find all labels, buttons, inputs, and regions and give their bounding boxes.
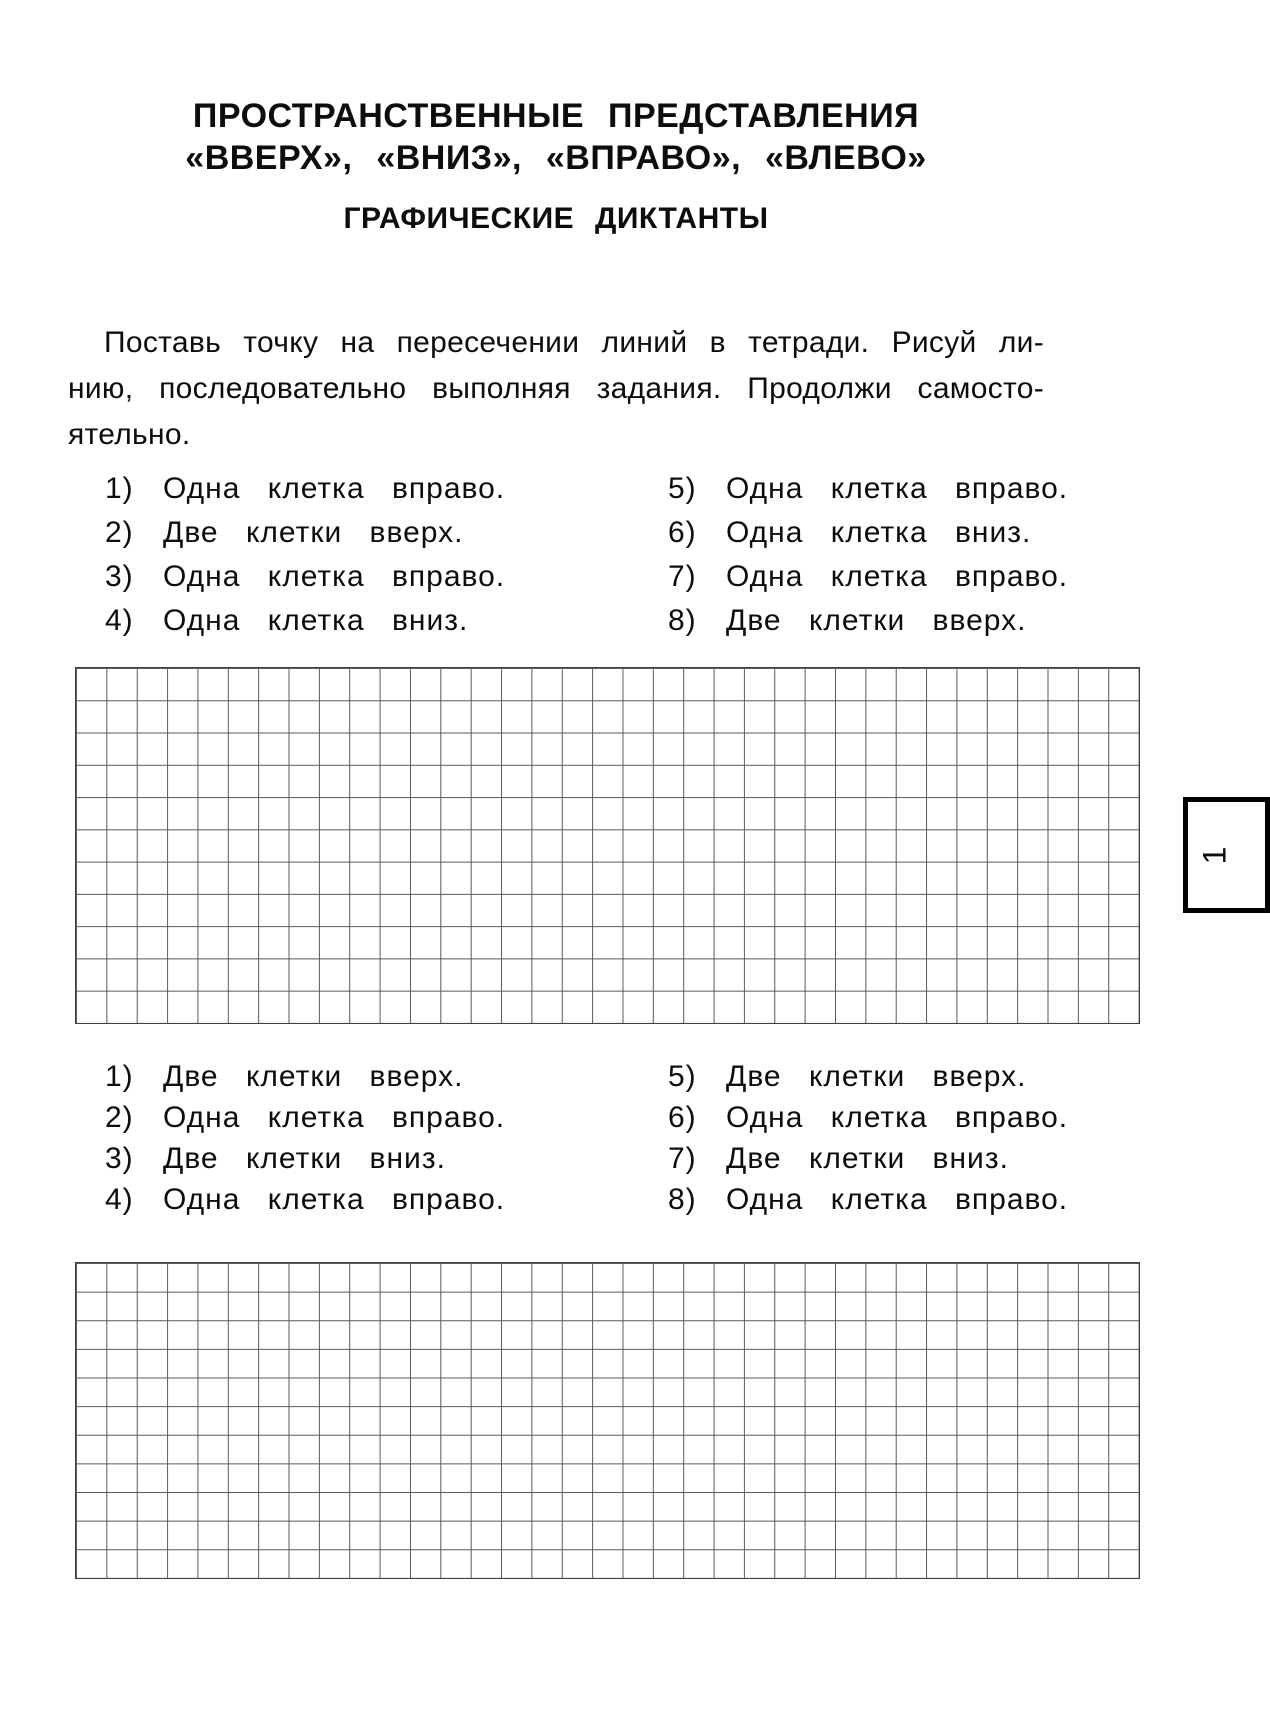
item-text: Одна клетка вниз. xyxy=(163,604,469,637)
page-number: 1 xyxy=(1195,846,1232,864)
item-text: Одна клетка вправо. xyxy=(163,1183,506,1216)
item-number: 6) xyxy=(668,516,697,549)
intro-line-1: Поставь точку на пересечении линий в тетради. Рисуй ли- xyxy=(104,326,1044,359)
graph-paper-grid-1 xyxy=(75,667,1140,1024)
task-item xyxy=(668,1142,1068,1183)
task-item xyxy=(668,560,1068,604)
item-number: 8) xyxy=(668,1183,697,1216)
task-item xyxy=(668,1060,1068,1101)
item-number: 7) xyxy=(668,1142,697,1175)
task-item xyxy=(668,516,1068,560)
task-item xyxy=(105,1142,668,1183)
item-text: Одна клетка вправо. xyxy=(726,560,1069,593)
item-number: 2) xyxy=(105,516,134,549)
item-text: Две клетки вниз. xyxy=(163,1142,446,1175)
intro-line-3: ятельно. xyxy=(68,418,191,451)
task-item xyxy=(105,1101,668,1142)
intro-line-2: нию, последовательно выполняя задания. Продолжи самосто- xyxy=(68,372,1044,405)
page-number-box xyxy=(1183,797,1270,913)
item-text: Две клетки вверх. xyxy=(163,1060,464,1093)
page-title-line1: ПРОСТРАНСТВЕННЫЕ ПРЕДСТАВЛЕНИЯ xyxy=(192,97,920,135)
task-column xyxy=(105,1060,668,1224)
item-text: Одна клетка вправо. xyxy=(163,1101,506,1134)
item-number: 2) xyxy=(105,1101,134,1134)
item-text: Две клетки вверх. xyxy=(163,516,464,549)
item-text: Одна клетка вправо. xyxy=(726,1101,1069,1134)
item-number: 3) xyxy=(105,560,134,593)
task-item xyxy=(668,1101,1068,1142)
task-list-1 xyxy=(105,472,1068,648)
item-number: 6) xyxy=(668,1101,697,1134)
page-title-line2: «ВВЕРХ», «ВНИЗ», «ВПРАВО», «ВЛЕВО» xyxy=(185,139,927,177)
task-column xyxy=(105,472,668,648)
task-item xyxy=(668,472,1068,516)
task-item xyxy=(105,472,668,516)
item-number: 1) xyxy=(105,472,134,505)
item-number: 8) xyxy=(668,604,697,637)
item-text: Одна клетка вправо. xyxy=(726,472,1069,505)
task-item xyxy=(668,1183,1068,1224)
item-text: Одна клетка вправо. xyxy=(726,1183,1069,1216)
item-number: 5) xyxy=(668,472,697,505)
intro-paragraph xyxy=(68,320,1044,458)
item-number: 7) xyxy=(668,560,697,593)
item-text: Одна клетка вправо. xyxy=(163,472,506,505)
item-number: 4) xyxy=(105,604,134,637)
task-column xyxy=(668,472,1068,648)
item-text: Одна клетка вниз. xyxy=(726,516,1032,549)
task-item xyxy=(105,1183,668,1224)
section-subtitle: ГРАФИЧЕСКИЕ ДИКТАНТЫ xyxy=(343,202,769,235)
task-item xyxy=(105,560,668,604)
item-text: Две клетки вверх. xyxy=(726,604,1027,637)
item-number: 4) xyxy=(105,1183,134,1216)
item-number: 5) xyxy=(668,1060,697,1093)
task-item xyxy=(668,604,1068,648)
item-text: Две клетки вниз. xyxy=(726,1142,1009,1175)
graph-paper-grid-2 xyxy=(75,1262,1140,1579)
task-item xyxy=(105,1060,668,1101)
item-number: 1) xyxy=(105,1060,134,1093)
task-item xyxy=(105,604,668,648)
item-text: Одна клетка вправо. xyxy=(163,560,506,593)
task-item xyxy=(105,516,668,560)
item-text: Две клетки вверх. xyxy=(726,1060,1027,1093)
task-list-2 xyxy=(105,1060,1068,1224)
item-number: 3) xyxy=(105,1142,134,1175)
task-column xyxy=(668,1060,1068,1224)
